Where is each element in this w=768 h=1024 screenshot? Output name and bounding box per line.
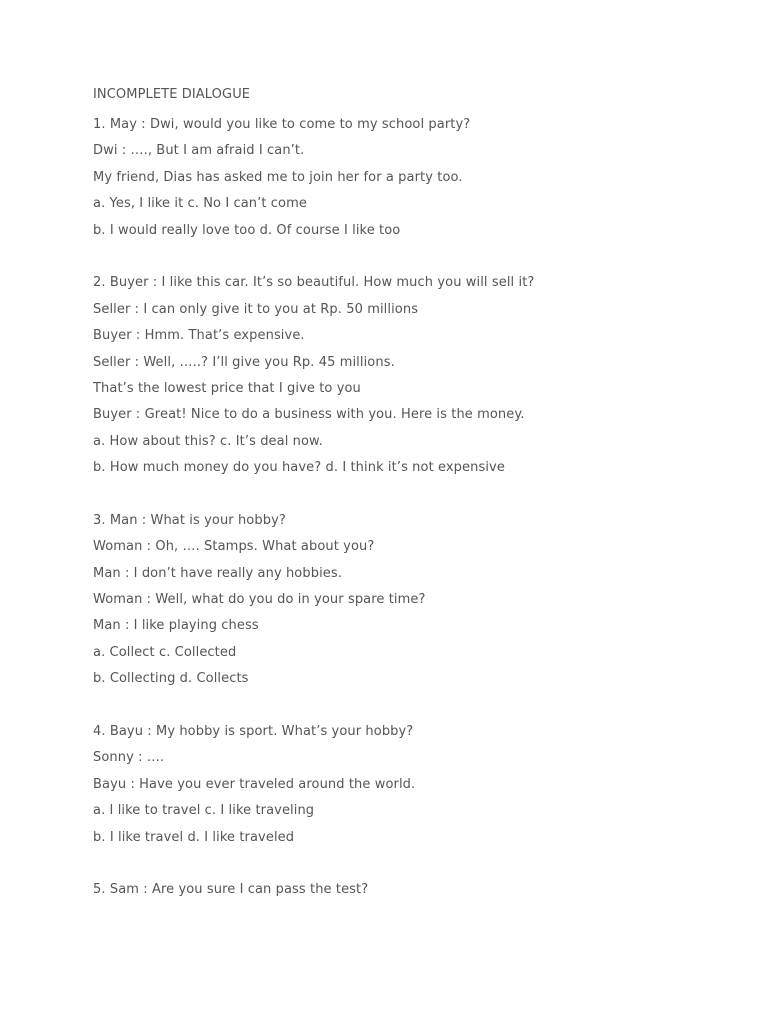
question-4-line: 4. Bayu : My hobby is sport. What’s your hobby? — [93, 723, 414, 739]
question-2-line: 2. Buyer : I like this car. It’s so beautiful. How much you will sell it? — [93, 275, 535, 291]
question-4-option: b. I like travel d. I like traveled — [93, 829, 295, 845]
question-3-line: Man : I like playing chess — [93, 618, 259, 634]
question-2 — [93, 270, 733, 481]
question-3-line: Man : I don’t have really any hobbies. — [93, 565, 342, 581]
question-3-option: a. Collect c. Collected — [93, 644, 237, 660]
question-5 — [93, 877, 733, 903]
question-1 — [93, 112, 733, 244]
paragraph-spacer — [93, 244, 733, 270]
paragraph-spacer — [93, 481, 733, 507]
document-title: INCOMPLETE DIALOGUE — [93, 87, 251, 102]
question-3-line: Woman : Oh, …. Stamps. What about you? — [93, 539, 375, 555]
question-2-line: Seller : I can only give it to you at Rp. 50 millions — [93, 301, 419, 317]
question-3-option: b. Collecting d. Collects — [93, 671, 249, 687]
question-2-line: Buyer : Hmm. That’s expensive. — [93, 328, 305, 344]
question-1-line: 1. May : Dwi, would you like to come to my school party? — [93, 117, 471, 132]
question-4-option: a. I like to travel c. I like traveling — [93, 803, 315, 819]
question-2-option: b. How much money do you have? d. I think it’s not expensive — [93, 460, 505, 476]
question-5-line: 5. Sam : Are you sure I can pass the test? — [93, 882, 369, 898]
question-4-line: Sonny : …. — [93, 750, 165, 766]
question-1-option: a. Yes, I like it c. No I can’t come — [93, 196, 307, 212]
paragraph-spacer — [93, 851, 733, 877]
question-2-line: Buyer : Great! Nice to do a business with you. Here is the money. — [93, 407, 525, 423]
question-2-option: a. How about this? c. It’s deal now. — [93, 433, 323, 449]
question-3 — [93, 508, 733, 693]
question-3-line: Woman : Well, what do you do in your spare time? — [93, 592, 426, 608]
question-4-line: Bayu : Have you ever traveled around the world. — [93, 776, 416, 792]
question-2-line: That’s the lowest price that I give to you — [93, 380, 361, 396]
question-3-line: 3. Man : What is your hobby? — [93, 512, 286, 528]
question-4 — [93, 719, 733, 851]
question-2-line: Seller : Well, …..? I’ll give you Rp. 45 millions. — [93, 354, 395, 370]
question-1-line: My friend, Dias has asked me to join her for a party too. — [93, 169, 463, 185]
document-page — [93, 86, 733, 904]
question-1-option: b. I would really love too d. Of course I like too — [93, 222, 401, 238]
question-1-line: Dwi : …., But I am afraid I can’t. — [93, 143, 305, 159]
paragraph-spacer — [93, 693, 733, 719]
